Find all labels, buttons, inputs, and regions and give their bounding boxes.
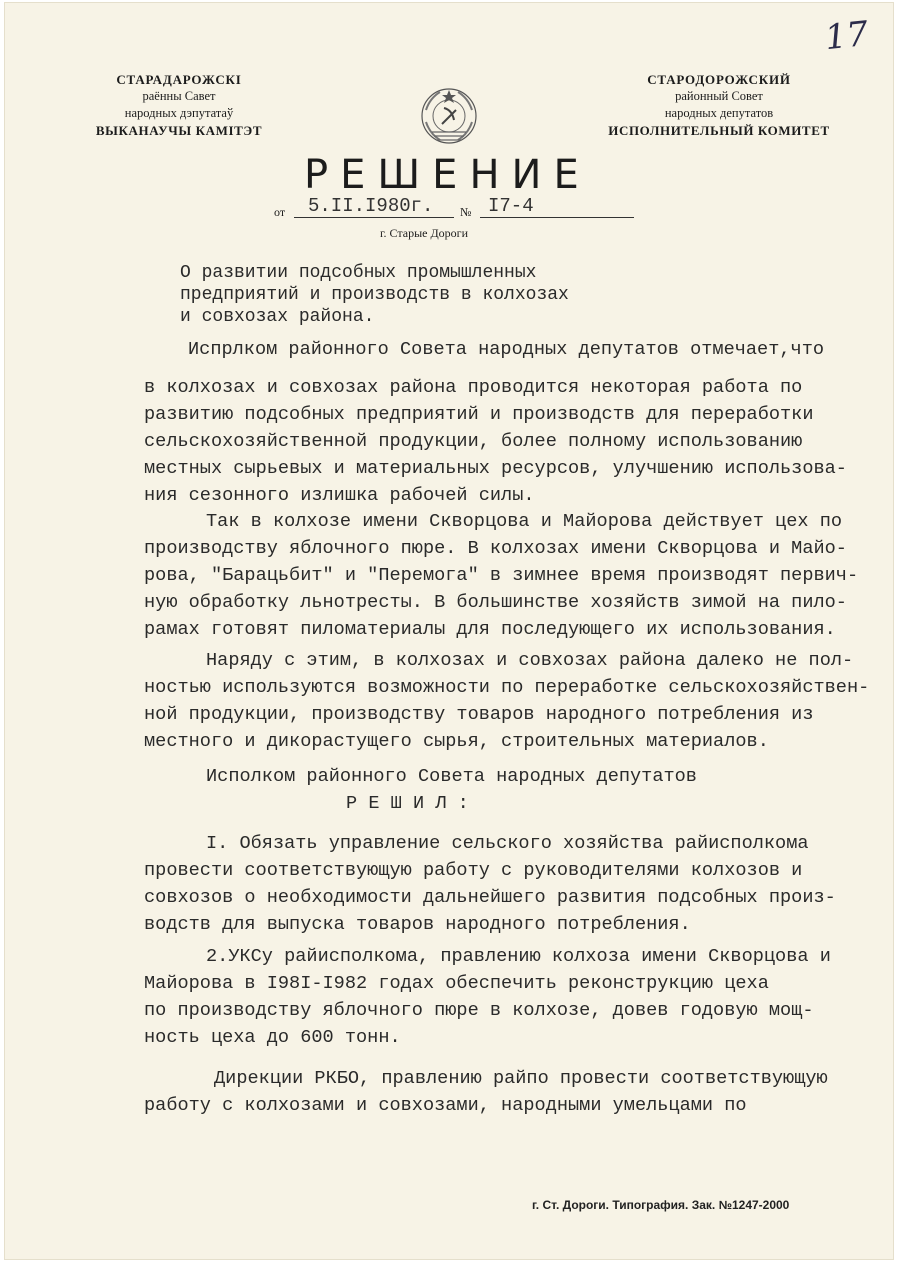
paragraph bbox=[206, 763, 900, 790]
document-page bbox=[4, 2, 894, 1260]
text-line: рамах готовят пиломатериалы для последующего их использования. bbox=[144, 619, 836, 640]
decree-date: 5.II.I980г. bbox=[308, 195, 434, 217]
text-line: 2.УКСу райисполкома, правлению колхоза имени Скворцова и bbox=[206, 946, 831, 967]
text-line: провести соответствующую работу с руководителями колхозов и bbox=[144, 860, 803, 881]
header-left-belarusian bbox=[84, 72, 274, 140]
text-line: Дирекции РКБО, правлению райпо провести соответствующую bbox=[214, 1068, 828, 1089]
paragraph-resolved bbox=[346, 790, 900, 817]
header-line: народных дэпутатаў bbox=[124, 106, 234, 120]
decree-subject bbox=[180, 262, 680, 328]
subject-line: О развитии подсобных промышленных bbox=[180, 263, 537, 283]
paragraph bbox=[188, 336, 888, 363]
date-label: от bbox=[274, 205, 286, 219]
text-line: ность цеха до 600 тонн. bbox=[144, 1027, 401, 1048]
paragraph bbox=[144, 943, 844, 1051]
ussr-state-emblem-icon bbox=[418, 84, 480, 146]
text-line: ной продукции, производству товаров народного потребления из bbox=[144, 704, 814, 725]
text-line: водств для выпуска товаров народного потребления. bbox=[144, 914, 691, 935]
document-title: РЕШЕНИЕ bbox=[304, 152, 591, 198]
paragraph bbox=[144, 830, 844, 938]
subject-line: предприятий и производств в колхозах bbox=[180, 285, 569, 305]
text-line: развитию подсобных предприятий и производств для переработки bbox=[144, 404, 814, 425]
text-line: работу с колхозами и совхозами, народными умельцами по bbox=[144, 1095, 747, 1116]
paragraph bbox=[144, 1065, 844, 1119]
header-line: ВЫКАНАУЧЫ КАМIТЭТ bbox=[95, 123, 263, 138]
text-line: местного и дикорастущего сырья, строительных материалов. bbox=[144, 731, 769, 752]
city: г. Старые Дороги bbox=[379, 226, 469, 240]
header-right-russian bbox=[594, 72, 844, 140]
text-line: рова, "Барацьбит" и "Перемога" в зимнее время производят первич- bbox=[144, 565, 859, 586]
paragraph bbox=[144, 647, 870, 755]
text-line: ностью используются возможности по переработке сельскохозяйствен- bbox=[144, 677, 870, 698]
text-line: ную обработку льнотресты. В большинстве хозяйств зимой на пило- bbox=[144, 592, 847, 613]
date-underline bbox=[294, 217, 454, 218]
header-line: СТАРАДАРОЖСКI bbox=[116, 72, 242, 87]
header-line: народных депутатов bbox=[664, 106, 774, 120]
text-line: сельскохозяйственной продукции, более полному использованию bbox=[144, 431, 803, 452]
text-line: совхозов о необходимости дальнейшего развития подсобных произ- bbox=[144, 887, 836, 908]
text-line: Майорова в I98I-I982 годах обеспечить реконструкцию цеха bbox=[144, 973, 769, 994]
text-line: Так в колхозе имени Скворцова и Майорова действует цех по bbox=[206, 511, 843, 532]
text-line: Наряду с этим, в колхозах и совхозах района далеко не пол- bbox=[206, 650, 854, 671]
text-line: ния сезонного излишка рабочей силы. bbox=[144, 485, 535, 506]
number-label: № bbox=[460, 205, 472, 219]
text-line: I. Обязать управление сельского хозяйства райисполкома bbox=[206, 833, 809, 854]
text-line: местных сырьевых и материальных ресурсов, улучшению использова- bbox=[144, 458, 847, 479]
date-number-line bbox=[274, 195, 644, 221]
paragraph bbox=[144, 508, 859, 643]
printer-imprint: г. Ст. Дороги. Типография. Зак. №1247-2000 bbox=[532, 1198, 790, 1212]
number-underline bbox=[480, 217, 634, 218]
text-line: Испрлком районного Совета народных депутатов отмечает,что bbox=[188, 339, 825, 360]
subject-line: и совхозах района. bbox=[180, 307, 375, 327]
decree-number: I7-4 bbox=[488, 195, 534, 217]
text-line: по производству яблочного пюре в колхозе, довев годовую мощ- bbox=[144, 1000, 814, 1021]
header-line: ИСПОЛНИТЕЛЬНЫЙ КОМИТЕТ bbox=[608, 123, 830, 138]
paragraph bbox=[144, 374, 847, 509]
text-line: производству яблочного пюре. В колхозах имени Скворцова и Майо- bbox=[144, 538, 847, 559]
header-line: СТАРОДОРОЖСКИЙ bbox=[647, 72, 791, 87]
text-line: в колхозах и совхозах района проводится некоторая работа по bbox=[144, 377, 803, 398]
header-line: раённы Савет bbox=[142, 89, 216, 103]
text-line: Р Е Ш И Л : bbox=[346, 793, 469, 814]
handwritten-page-number: 17 bbox=[822, 13, 870, 59]
text-line: Исполком районного Совета народных депутатов bbox=[206, 766, 697, 787]
header-line: районный Совет bbox=[675, 89, 763, 103]
